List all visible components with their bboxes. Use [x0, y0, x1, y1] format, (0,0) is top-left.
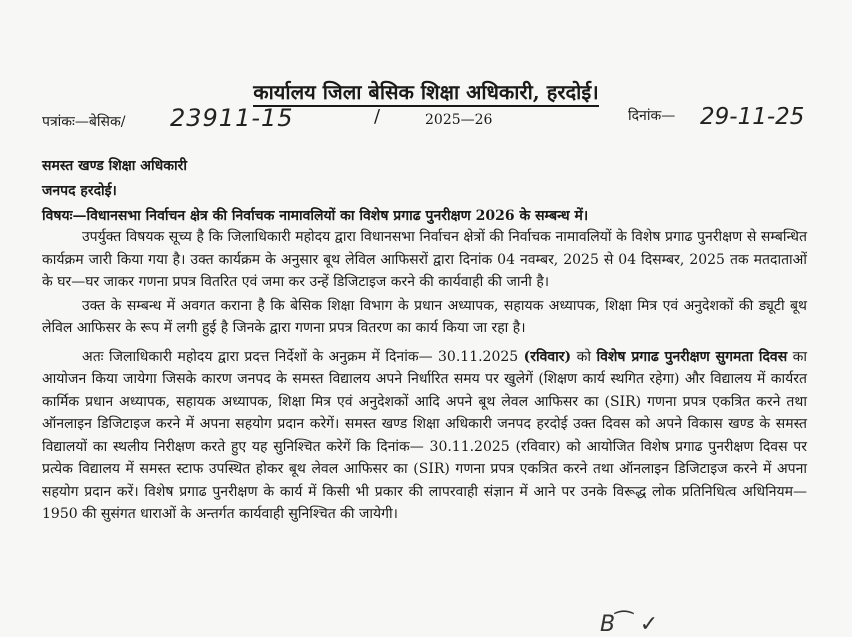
paragraph-2: उक्त के सम्बन्ध में अवगत कराना है कि बेसिक शिक्षा विभाग के प्रधान अध्यापक, सहायक अध्यापक, शिक्षा मित्र एवं अनुदेशकों की ड्यूटी बूथ लेविल आफिसर के रूप में लगी हुई है जिनके द्वारा गणना प्रपत्र वितरण का कार्य किया जा रहा है।: [42, 297, 807, 336]
paragraph-1: उपर्युक्त विषयक सूच्य है कि जिलाधिकारी महोदय द्वारा विधानसभा निर्वाचन क्षेत्रों की निर्वाचक नामावलियों के विशेष प्रगाढ पुनरीक्षण से सम्बन्धित कार्यक्रम जारी किया गया है। उक्त कार्यक्रम के अनुसार बूथ लेविल आफिसरों द्वारा दिनांक 04 नवम्बर, 2025 से 04 दिसम्बर, 2025 तक मतदाताओं के घर—घर जाकर गणना प्रपत्र वितरित एवं जमा कर उन्हें डिजिटाइज करने की कार्यवाही की जानी है।: [42, 229, 807, 290]
paragraph-3-day-bold: (रविवार): [523, 348, 572, 365]
paragraph-3-event-bold: विशेष प्रगाढ पुनरीक्षण सुगमता दिवस: [596, 348, 788, 365]
paragraph-3-part-a: अतः जिलाधिकारी महोदय द्वारा प्रदत्त निर्देशों के अनुक्रम में दिनांक— 30.11.2025: [82, 348, 524, 365]
reference-year: 2025—26: [425, 112, 493, 128]
subject-line: विषयः—विधानसभा निर्वाचन क्षेत्र की निर्वाचक नामावलियों का विशेष प्रगाढ पुनरीक्षण 2026 के सम्बन्ध में।: [42, 208, 589, 224]
date-label: दिनांक—: [628, 108, 676, 124]
paragraph-3-part-e: का आयोजन किया जायेगा जिसके कारण जनपद के समस्त विद्यालय अपने निर्धारित समय पर खुलेगें (शिक्षण कार्य स्थगित रहेगा) और विद्यालय में कार्यरत कार्मिक प्रधान अध्यापक, सहायक अध्यापक, शिक्षा मित्र एवं अनुदेशकों आदि अपने बूथ लेवल आफिसर का (SIR) गणना प्रपत्र एकत्रित करने तथा ऑनलाइन डिजिटाइज करने में अपना सहयोग प्रदान करेगें। समस्त खण्ड शिक्षा अधिकारी जनपद हरदोई उक्त दिवस को अपने विकास खण्ड के समस्त विद्यालयों का स्थलीय निरीक्षण करते हुए यह सुनिश्चित करेगें कि दिनांक— 30.11.2025 (रविवार) को आयोजित विशेष प्रगाढ पुनरीक्षण दिवस पर प्रत्येक विद्यालय में समस्त स्टाफ उपस्थित होकर बूथ लेवल आफिसर का (SIR) गणना प्रपत्र एकत्रित करने तथा ऑनलाइन डिजिटाइज करने में अपना सहयोग प्रदान करें। विशेष प्रगाढ पुनरीक्षण के कार्य में किसी भी प्रकार की लापरवाही संज्ञान में आने पर उनके विरूद्ध लोक प्रतिनिधित्व अधिनियम—1950 की सुसंगत धाराओं के अन्तर्गत कार्यवाही सुनिश्चित की जायेगी।: [42, 348, 807, 522]
signature-partial: B⁀ ✓: [600, 612, 659, 637]
reference-line: [0, 104, 852, 140]
reference-number-handwritten: 23911-15: [170, 104, 294, 132]
paragraph-3: [42, 346, 807, 526]
addressee-line-2: जनपद हरदोई।: [42, 183, 117, 199]
letter-body: [42, 226, 807, 526]
office-title-text: कार्यालय जिला बेसिक शिक्षा अधिकारी, हरदोई।: [253, 80, 598, 107]
paragraph-3-part-c: को: [571, 348, 597, 365]
reference-label: पत्रांकः—बेसिक/: [42, 114, 126, 130]
office-title: [0, 78, 852, 105]
reference-slash: /: [374, 106, 381, 127]
date-value-handwritten: 29-11-25: [700, 104, 805, 130]
addressee-line-1: समस्त खण्ड शिक्षा अधिकारी: [42, 158, 187, 174]
